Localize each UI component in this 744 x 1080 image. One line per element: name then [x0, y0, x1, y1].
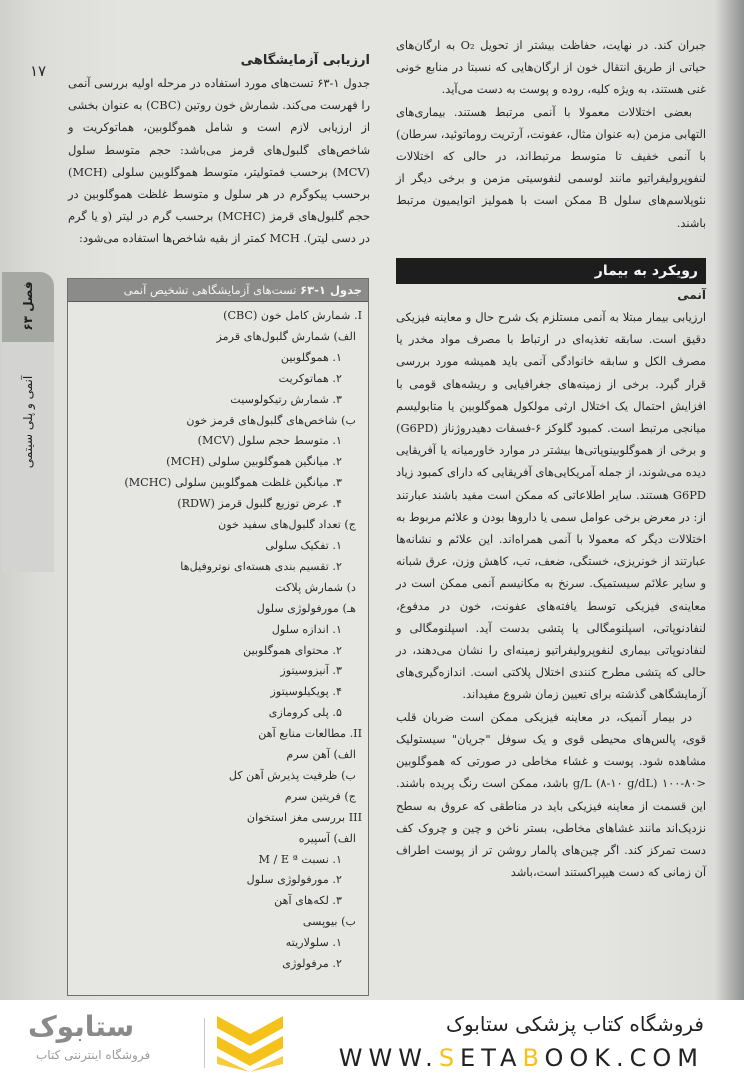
table-item: هـ) مورفولوژی سلول — [256, 601, 356, 615]
table-item: ۱. سلولاریته — [285, 936, 342, 950]
paragraph-1: جبران کند. در نهایت، حفاظت بیشتر از تحویل O₂ به ارگان‌های حیاتی از طریق انتقال خون از ارگان‌هایی که نسبتا در منابع خونی غنی هستند، به ویژه کلیه، روده و پوست به دست می‌آید. — [396, 38, 706, 97]
table-item: ۲. هماتوکریت — [278, 371, 342, 385]
store-title: فروشگاه کتاب پزشکی ستابوک — [446, 1012, 704, 1036]
intro-paragraph: جدول ۱-۶۳ تست‌های مورد استفاده در مرحله اولیه بررسی آنمی را فهرست می‌کند. شمارش خون روتین (CBC) به عنوان بخشی از ارزیابی لازم است و شامل هموگلوبین، هماتوکریت و شاخص‌های گلبول‌های قرمز می‌باشد: حجم متوسط سلول (MCV) برحسب فمتولیتر، متوسط هموگلوبین سلولی (MCH) برحسب پیکوگرم در هر سلول و متوسط غلظت هموگلوبین در حجم گلبول‌های قرمز (MCHC) برحسب گرم در لیتر (و یا گرم در دسی لیتر). MCH کمتر از بقیه شاخص‌ها استفاده می‌شود: — [68, 76, 370, 246]
table-item: ب) ظرفیت پذیرش آهن کل — [228, 768, 356, 782]
table-item: ۱. تفکیک سلولی — [265, 538, 342, 552]
page-number: ۱۷ — [30, 62, 47, 80]
table-item: III بررسی مغز استخوان — [246, 810, 362, 824]
table-item: ۴. پویکیلوسیتوز — [270, 685, 342, 699]
right-column — [396, 34, 706, 883]
table-item: ج) تعداد گلبول‌های سفید خون — [218, 518, 356, 532]
table-items — [68, 302, 368, 975]
chapter-tab-header — [2, 272, 54, 342]
url-accent: B — [522, 1044, 545, 1072]
table-item: ۱. نسبت M / E ª — [258, 852, 342, 866]
url-part: OOK.COM — [544, 1044, 704, 1072]
left-column — [68, 50, 370, 250]
table-item: ۳. آنیزوسیتوز — [280, 664, 342, 678]
paragraph-4: در بیمار آنمیک، در معاینه فیزیکی ممکن است ضربان قلب قوی، پالس‌های محیطی قوی و یک سوفل "جریان" سیستولیک مشاهده شود. پوست و غشاء مخاطی در صورتی که هموگلوبین <۸۰-۱۰۰ g/L (۸-۱۰ g/dL) باشد، ممکن است رنگ پریده باشند. این قسمت از معاینه فیزیکی باید در مناطقی که عروق به سطح نزدیک‌اند مانند غشاهای مخاطی، بستر ناخن و چین و چروک کف دست تمرکز کند. اگر چین‌های پالمار روشن تر از پوست اطراف آن زمانی که دست هیپراکستند است،باشد — [396, 709, 706, 880]
url-part: WWW. — [338, 1044, 439, 1072]
table-item: ۳. شمارش رتیکولوسیت — [230, 392, 342, 406]
chevron-logo-icon — [215, 1014, 285, 1072]
url-part: ETA — [460, 1044, 523, 1072]
table-item: ۱. هموگلوبین — [280, 350, 342, 364]
paragraph-2: بعضی اختلالات معمولا با آنمی مرتبط هستند. بیماری‌های التهابی مزمن (به عنوان مثال، عفونت، آرتریت روماتوئید، سرطان) با آنمی خفیف تا متوسط مرتبط‌اند، در حالی که اختلالات لنفوپرولیفراتیو مانند لوسمی لنفوسیتی مزمن و برخی دیگر از نئوپلاسم‌های سلول B ممکن است با همولیز اتوایمیون مرتبط باشند. — [396, 104, 706, 230]
store-logo-subtitle: فروشگاه اینترنتی کتاب — [36, 1048, 151, 1062]
table-item: ب) بیوپسی — [302, 915, 356, 929]
table-item: ج) فریتین سرم — [284, 789, 356, 803]
table-item: ۵. پلی کرومازی — [268, 706, 342, 720]
chapter-title: آنمی و پلی سیتمی — [21, 375, 35, 469]
table-item: ۴. عرض توزیع گلبول قرمز (RDW) — [177, 497, 342, 511]
logo-divider — [204, 1018, 205, 1068]
chapter-tab — [2, 272, 54, 572]
table-item: الف) آهن سرم — [286, 748, 356, 762]
table-item: ۱. متوسط حجم سلول (MCV) — [197, 434, 342, 448]
table-item: الف) شمارش گلبول‌های قرمز — [216, 329, 356, 343]
table-item: ب) شاخص‌های گلبول‌های قرمز خون — [186, 413, 356, 427]
chapter-label: فصل ۶۳ — [21, 281, 35, 331]
table-item: ۲. تقسیم بندی هسته‌ای نوتروفیل‌ها — [180, 559, 342, 573]
url-accent: S — [438, 1044, 461, 1072]
subheading-anemia: آنمی — [677, 287, 706, 302]
table-item: ۲. محتوای هموگلوبین — [243, 643, 342, 657]
table-item: الف) آسپیره — [298, 831, 356, 845]
table-item: I. شمارش کامل خون (CBC) — [223, 309, 362, 322]
store-footer — [0, 1000, 744, 1080]
lab-tests-table — [67, 278, 369, 996]
table-item: II. مطالعات منابع آهن — [258, 727, 362, 741]
table-item: ۲. مرفولوژی — [282, 957, 342, 971]
section-heading: ارزیابی آزمایشگاهی — [240, 53, 370, 68]
table-caption — [68, 279, 368, 302]
paragraph-3: ارزیابی بیمار مبتلا به آنمی مستلزم یک شرح حال و معاینه فیزیکی دقیق است. سابقه تغذیه‌ای در ارتباط با مصرف مواد مخدر یا مصرف الکل و سابقه خانوادگی آنمی باید همیشه مورد بررسی قرار گیرد. برخی از زمینه‌های جغرافیایی و ریشه‌های قومی با افزایش احتمال یک اختلال ارثی مولکول هموگلوبین یا متابولیسم میانجی مرتبط است. کمبود گلوکز ۶-فسفات دهیدروژناز (G6PD) و برخی از هموگلوبینوپاتی‌ها بیشتر در موارد خاورمیانه یا آفریقایی دیده می‌شوند، از جمله آمریکایی‌های آفریقایی که دارای کمبود زیاد G6PD هستند. سایر اطلاعاتی که ممکن است مفید باشند عبارتند از: در معرض برخی عوامل سمی یا داروها بودن و علائم مربوط به اختلالات دیگر که معمولا با آنمی همراه‌اند. این علائم و نشانه‌ها عبارتند از خونریزی، خستگی، ضعف، تب، کاهش وزن، عرق شبانه و سایر علائم سیستمیک. سرنخ به مکانیسم آنمی ممکن است در معاینه‌ی فیزیکی توسط یافته‌های عفونت، خون در مدفوع، لنفادنوپاتی، اسپلنومگالی یا پتشی بدست آید. اسپلنومگالی و لنفادنوپاتی بیماری لنفوپرولیفراتیو زمینه‌ای را نشان می‌دهند، در حالی که پتشی مطرح کنندی اختلال پلاکتی است. اندازه‌گیری‌های آزمایشگاهی گذشته برای تعیین زمان شروع مفیداند. — [396, 310, 706, 702]
table-item: ۱. اندازه سلول — [271, 622, 342, 636]
table-item: ۲. مورفولوژی سلول — [246, 873, 342, 887]
table-number: جدول ۱-۶۳ — [300, 283, 362, 297]
store-url-link[interactable] — [339, 1044, 704, 1072]
table-item: ۲. میانگین هموگلوبین سلولی (MCH) — [166, 455, 342, 469]
section-banner: رویکرد به بیمار — [396, 258, 706, 284]
table-item: ۳. لکه‌های آهن — [274, 894, 342, 908]
store-logo-text: ستابوک — [28, 1010, 135, 1043]
table-item: د) شمارش پلاکت — [275, 580, 356, 594]
table-item: ۳. میانگین غلظت هموگلوبین سلولی (MCHC) — [124, 476, 342, 490]
table-title: تست‌های آزمایشگاهی تشخیص آنمی — [123, 283, 297, 297]
